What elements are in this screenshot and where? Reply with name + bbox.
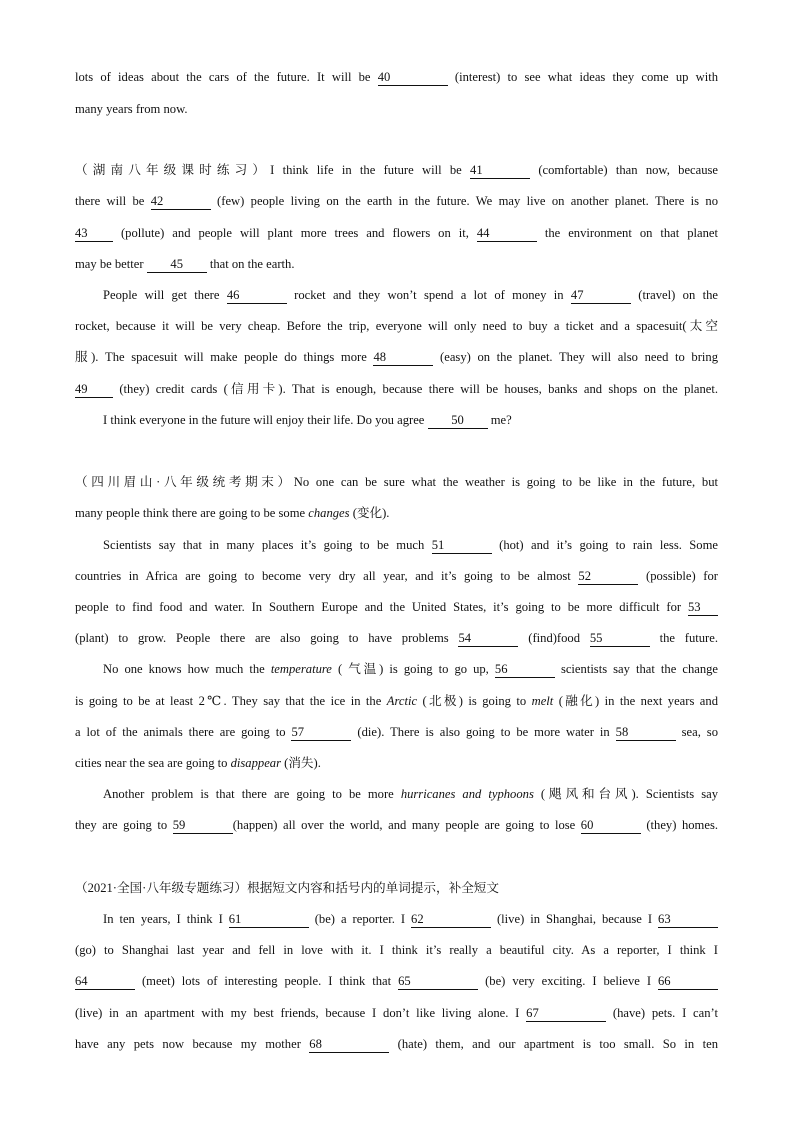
blank-43[interactable]: 43 (75, 226, 113, 242)
blank-53[interactable]: 53 (688, 600, 718, 616)
blank-55[interactable]: 55 (590, 631, 650, 647)
text-line (75, 941, 718, 959)
text-run: there will be (75, 194, 151, 208)
text-run: （2021·全国·八年级专题练习）根据短文内容和括号内的单词提示，补全短文 (75, 881, 499, 895)
text-run: have any pets now because my mother (75, 1037, 310, 1051)
text-run: (融化) in the next years and (553, 694, 718, 708)
text-line (75, 816, 718, 834)
text-run: sea, so (675, 725, 718, 739)
text-run: (飓风和台风). Scientists say (533, 787, 718, 801)
text-run: (find)food (518, 631, 590, 645)
text-run: (be) a reporter. I (308, 912, 412, 926)
blank-44[interactable]: 44 (477, 226, 537, 242)
text-run: the environment on that planet (536, 226, 719, 240)
text-line (75, 255, 718, 273)
italic-term: melt (531, 694, 554, 708)
blank-58[interactable]: 58 (616, 725, 676, 741)
text-run: 服). The spacesuit will make people do things more (75, 350, 374, 364)
blank-66[interactable]: 66 (658, 974, 718, 990)
blank-64[interactable]: 64 (75, 974, 135, 990)
text-run: (comfortable) than now, because (530, 163, 718, 177)
text-line (75, 629, 718, 647)
blank-47[interactable]: 47 (571, 288, 631, 304)
blank-59[interactable]: 59 (173, 818, 233, 834)
text-line (75, 1035, 718, 1053)
text-run: (possible) for (638, 569, 718, 583)
text-run: (easy) on the planet. They will also need to bring (433, 350, 718, 364)
text-run: (interest) to see what ideas they come up with (447, 70, 719, 84)
blank-40[interactable]: 40 (378, 70, 448, 86)
text-line (75, 723, 718, 741)
blank-49[interactable]: 49 (75, 382, 113, 398)
text-line (75, 68, 718, 86)
text-run: (have) pets. I can’t (606, 1006, 718, 1020)
text-run: (they) credit cards (信用卡). That is enough, because there will be houses, banks and shops on the planet. (113, 382, 718, 396)
text-run: people to find food and water. In Southern Europe and the United States, it’s going to be more difficult for (75, 600, 688, 614)
text-run: Scientists say that in many places it’s going to be much (103, 538, 432, 552)
text-run: they are going to (75, 818, 173, 832)
blank-63[interactable]: 63 (658, 912, 718, 928)
text-line (103, 286, 718, 304)
text-line (75, 100, 718, 118)
text-run: I think everyone in the future will enjoy their life. Do you agree (103, 413, 428, 427)
text-line (103, 536, 718, 554)
text-run: In ten years, I think I (103, 912, 229, 926)
italic-term: temperature (270, 662, 332, 676)
blank-50[interactable]: 50 (428, 413, 488, 429)
text-line (75, 972, 718, 990)
text-run: (happen) all over the world, and many people are going to lose (232, 818, 581, 832)
blank-56[interactable]: 56 (495, 662, 555, 678)
text-line (75, 567, 718, 585)
text-run: (消失). (280, 756, 321, 770)
text-line (75, 317, 718, 335)
text-run: scientists say that the change (554, 662, 719, 676)
text-run: is going to be at least 2℃. They say that the ice in the (75, 694, 387, 708)
text-run: that on the earth. (206, 257, 295, 271)
text-line (75, 598, 718, 616)
text-run: a lot of the animals there are going to (75, 725, 292, 739)
text-line (103, 785, 718, 803)
blank-42[interactable]: 42 (151, 194, 211, 210)
text-run: lots of ideas about the cars of the future. It will be (75, 70, 378, 84)
blank-48[interactable]: 48 (373, 350, 433, 366)
text-run: me? (487, 413, 512, 427)
text-run: ( 气温) is going to go up, (331, 662, 495, 676)
blank-54[interactable]: 54 (458, 631, 518, 647)
text-run: rocket and they won’t spend a lot of money in (286, 288, 571, 302)
italic-term: disappear (230, 756, 281, 770)
text-line (75, 692, 718, 710)
text-run: (北极) is going to (417, 694, 532, 708)
text-run: (live) in Shanghai, because I (491, 912, 659, 926)
blank-57[interactable]: 57 (291, 725, 351, 741)
text-line (75, 879, 718, 897)
blank-45[interactable]: 45 (147, 257, 207, 273)
text-run: the future. (649, 631, 718, 645)
text-line (75, 473, 718, 491)
blank-46[interactable]: 46 (227, 288, 287, 304)
text-run: (meet) lots of interesting people. I think that (135, 974, 399, 988)
text-line (75, 754, 718, 772)
text-line (75, 504, 718, 522)
text-run: may be better (75, 257, 147, 271)
text-run: (they) homes. (640, 818, 718, 832)
text-run: many years from now. (75, 102, 188, 116)
text-run: (go) to Shanghai last year and fell in love with it. I think it’s really a beautiful city. As a reporter, I think I (75, 943, 718, 957)
text-run: （四川眉山·八年级统考期末）No one can be sure what the weather is going to be like in the future, but (75, 475, 718, 489)
text-line (75, 1004, 718, 1022)
text-run: rocket, because it will be very cheap. Before the trip, everyone will only need to buy a ticket and a spacesuit(太空 (75, 319, 718, 333)
text-run: （湖南八年级课时练习）I think life in the future will be (75, 163, 471, 177)
text-run: (变化). (349, 506, 390, 520)
text-run: (travel) on the (630, 288, 718, 302)
text-run: (hate) them, and our apartment is too small. So in ten (389, 1037, 718, 1051)
blank-52[interactable]: 52 (578, 569, 638, 585)
text-line (103, 660, 718, 678)
blank-60[interactable]: 60 (581, 818, 641, 834)
text-run: cities near the sea are going to (75, 756, 231, 770)
text-run: many people think there are going to be some (75, 506, 309, 520)
italic-term: Arctic (386, 694, 418, 708)
text-run: (die). There is also going to be more water in (351, 725, 616, 739)
text-run: (plant) to grow. People there are also going to have problems (75, 631, 459, 645)
text-line (75, 192, 718, 210)
blank-62[interactable]: 62 (411, 912, 491, 928)
text-run: Another problem is that there are going to be more (103, 787, 401, 801)
text-run: (live) in an apartment with my best friends, because I don’t like living alone. I (75, 1006, 527, 1020)
blank-68[interactable]: 68 (309, 1037, 389, 1053)
blank-51[interactable]: 51 (432, 538, 492, 554)
blank-41[interactable]: 41 (470, 163, 530, 179)
text-line (75, 380, 718, 398)
text-run: countries in Africa are going to become very dry all year, and it’s going to be almost (75, 569, 579, 583)
text-line (103, 411, 718, 429)
blank-65[interactable]: 65 (398, 974, 478, 990)
text-run: People will get there (103, 288, 227, 302)
text-line (75, 224, 718, 242)
italic-term: changes (308, 506, 350, 520)
text-run: No one knows how much the (103, 662, 271, 676)
text-line (103, 910, 718, 928)
text-run: (few) people living on the earth in the future. We may live on another planet. There is no (210, 194, 718, 208)
blank-67[interactable]: 67 (526, 1006, 606, 1022)
italic-term: hurricanes and typhoons (400, 787, 534, 801)
text-run: (be) very exciting. I believe I (478, 974, 658, 988)
text-line (75, 348, 718, 366)
blank-61[interactable]: 61 (229, 912, 309, 928)
text-run: (pollute) and people will plant more trees and flowers on it, (113, 226, 477, 240)
text-run: (hot) and it’s going to rain less. Some (491, 538, 718, 552)
text-line (75, 161, 718, 179)
